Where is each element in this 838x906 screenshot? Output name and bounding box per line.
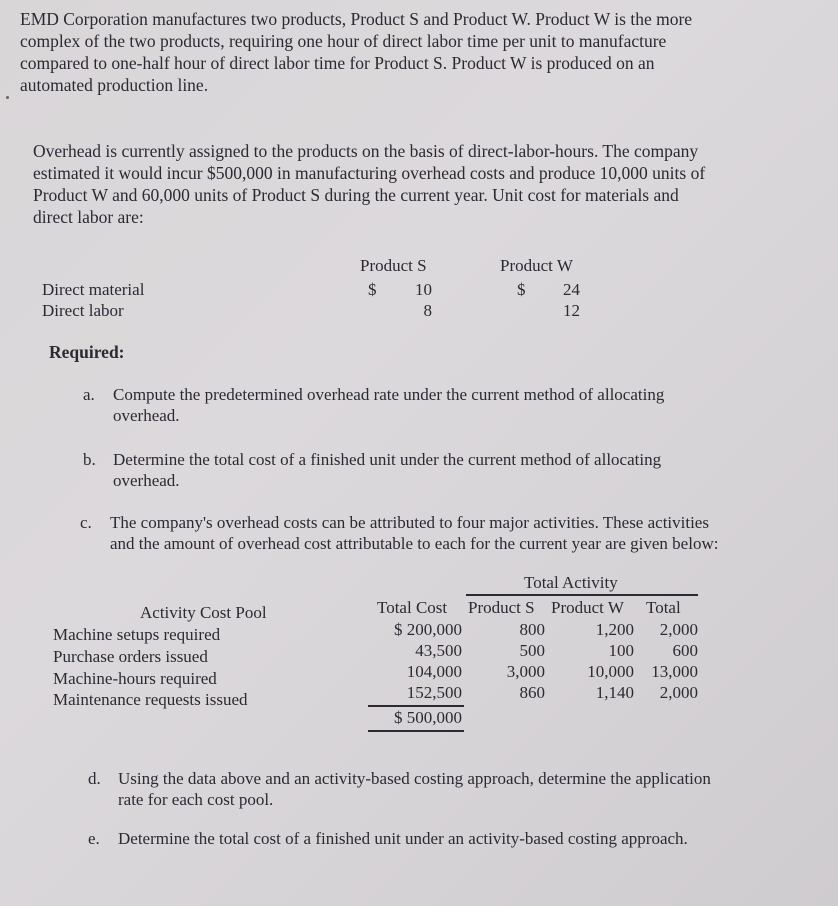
header-activity-cost-pool: Activity Cost Pool: [140, 603, 267, 622]
group-header-total-activity: Total Activity: [524, 573, 618, 592]
intro-line: Overhead is currently assigned to the products on the basis of direct-labor-hours. The company: [33, 141, 699, 161]
required-heading: Required:: [49, 342, 125, 362]
header-product-s: Product S: [468, 598, 535, 617]
header-total: Total: [646, 598, 681, 617]
intro-line: EMD Corporation manufactures two products, Product S and Product W. Product W is the more: [20, 9, 693, 29]
intro-line: automated production line.: [20, 75, 209, 95]
question-letter: a.: [83, 385, 95, 404]
pool-label: Machine-hours required: [53, 669, 217, 688]
total-cost-cell: 152,500: [406, 683, 462, 702]
intro-paragraph-2: [33, 140, 813, 228]
intro-line: compared to one-half hour of direct labor time for Product S. Product W is produced on an: [20, 53, 655, 73]
total-cost-cell: $ 200,000: [394, 620, 462, 639]
total-cell: 600: [672, 641, 698, 660]
total-cost-cell: 104,000: [406, 662, 462, 681]
pool-label: Purchase orders issued: [53, 647, 208, 666]
subtotal-rule: [368, 705, 464, 707]
value-w-material: 24: [563, 280, 580, 299]
question-letter: e.: [88, 829, 100, 848]
grand-total-rule: [368, 730, 464, 732]
product-w-cell: 10,000: [587, 662, 634, 681]
product-w-cell: 1,140: [595, 683, 634, 702]
intro-line: Product W and 60,000 units of Product S during the current year. Unit cost for materials and: [33, 185, 679, 205]
currency-sign: $: [517, 280, 526, 299]
question-text: The company's overhead costs can be attributed to four major activities. These activities and the amount of overhead cost attributable to each for the current year are given below:: [110, 513, 719, 553]
total-cell: 13,000: [651, 662, 698, 681]
row-label-direct-material: Direct material: [42, 280, 145, 299]
header-product-w: Product W: [500, 256, 573, 275]
intro-line: complex of the two products, requiring one hour of direct labor time per unit to manufacture: [20, 31, 667, 51]
total-cell: 2,000: [659, 620, 698, 639]
question-letter: c.: [80, 513, 92, 532]
question-text: Determine the total cost of a finished unit under the current method of allocating overhead.: [113, 450, 662, 490]
pool-label: Machine setups required: [53, 625, 221, 644]
grand-total-cost: $ 500,000: [394, 708, 462, 727]
question-letter: b.: [83, 450, 96, 469]
value-w-labor: 12: [563, 301, 580, 320]
question-text: Using the data above and an activity-based costing approach, determine the application rate for each cost pool.: [118, 769, 711, 809]
bullet-dot: [6, 96, 9, 99]
total-cell: 2,000: [659, 683, 698, 702]
product-s-cell: 500: [519, 641, 545, 660]
intro-paragraph-1: [20, 8, 810, 96]
value-s-material: 10: [415, 280, 432, 299]
total-cost-cell: 43,500: [415, 641, 462, 660]
header-product-w: Product W: [551, 598, 624, 617]
group-header-rule: [466, 594, 698, 596]
question-text: Determine the total cost of a finished unit under an activity-based costing approach.: [118, 829, 688, 848]
intro-line: direct labor are:: [33, 207, 144, 227]
question-text: Compute the predetermined overhead rate under the current method of allocating overhead.: [113, 385, 665, 425]
product-w-cell: 100: [608, 641, 634, 660]
value-s-labor: 8: [423, 301, 432, 320]
header-total-cost: Total Cost: [377, 598, 448, 617]
header-product-s: Product S: [360, 256, 427, 275]
product-s-cell: 800: [519, 620, 545, 639]
product-s-cell: 860: [519, 683, 545, 702]
question-letter: d.: [88, 769, 101, 788]
product-s-cell: 3,000: [506, 662, 545, 681]
pool-label: Maintenance requests issued: [53, 690, 248, 709]
intro-line: estimated it would incur $500,000 in manufacturing overhead costs and produce 10,000 units of: [33, 163, 706, 183]
currency-sign: $: [368, 280, 377, 299]
row-label-direct-labor: Direct labor: [42, 301, 124, 320]
product-w-cell: 1,200: [595, 620, 634, 639]
